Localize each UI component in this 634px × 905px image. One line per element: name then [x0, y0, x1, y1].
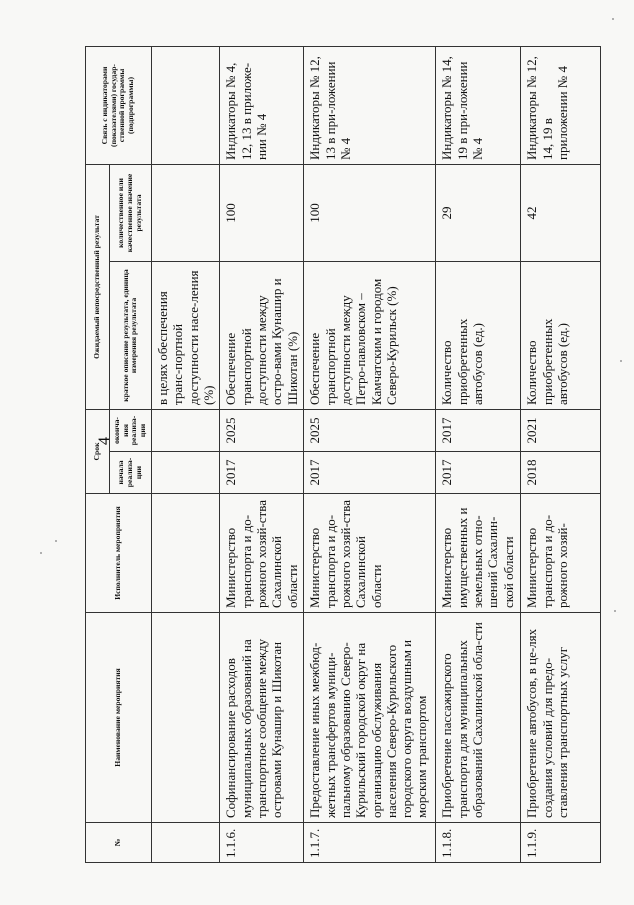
header-relation: Связь с индикаторами (показателями) государ-ственной программы (подпрограммы): [86, 46, 152, 164]
cell-relation: Индикаторы № 14, 19 в при-ложении № 4: [436, 46, 521, 164]
cell-value: 100: [220, 164, 304, 261]
cell-start: 2018: [521, 452, 601, 494]
cell-number: [151, 823, 219, 863]
scan-speck: [620, 360, 622, 362]
header-executor: Исполнитель мероприятия: [86, 494, 152, 613]
cell-executor: Министерство транспорта и до-рожного хозяй-ства Сахалинской области: [304, 494, 436, 613]
cell-start: 2017: [304, 452, 436, 494]
header-expected: Ожидаемый непосредственный результат: [86, 164, 110, 409]
cell-number: 1.1.9.: [521, 823, 601, 863]
cell-value: 100: [304, 164, 436, 261]
cell-start: 2017: [436, 452, 521, 494]
scan-speck: [612, 18, 614, 20]
cell-desc: в целях обеспечения транс-портной доступности насе-ления (%): [151, 261, 219, 409]
header-term-end: оконча-ния реализа-ции: [110, 409, 152, 451]
table-row: [304, 46, 436, 862]
cell-relation: Индикаторы № 12, 14, 19 в приложении № 4: [521, 46, 601, 164]
cell-end: 2025: [220, 409, 304, 451]
table-row: [220, 46, 304, 862]
cell-desc: Количество приобретенных автобусов (ед.): [436, 261, 521, 409]
cell-start: [151, 452, 219, 494]
cell-value: [151, 164, 219, 261]
header-expected-value: количественное или качественное значение результата: [110, 164, 152, 261]
table-row: [521, 46, 601, 862]
page-number: 4: [96, 437, 113, 445]
cell-name: Предоставление иных межбюд-жетных трансфертов муници-пальному образованию Северо-Курильский городской округ на организацию обслуживания населения Северо-Курильского городского округа воздушным и морским транспортом: [304, 613, 436, 823]
scan-speck: [40, 552, 42, 554]
header-expected-desc: краткое описание результата, единица измерения результата: [110, 261, 152, 409]
cell-value: 29: [436, 164, 521, 261]
cell-executor: Министерство транспорта и до-рожного хозяй-: [521, 494, 601, 613]
cell-name: Приобретение пассажирского транспорта для муниципальных образований Сахалинской обла-сти: [436, 613, 521, 823]
cell-start: 2017: [220, 452, 304, 494]
cell-end: 2025: [304, 409, 436, 451]
header-term: Срок: [86, 409, 110, 493]
header-number: №: [86, 823, 152, 863]
cell-name: Приобретение автобусов, в це-лях создания условий для предо-ставления транспортных услуг: [521, 613, 601, 823]
table-row: [151, 46, 219, 862]
cell-end: [151, 409, 219, 451]
cell-desc: Количество приобретенных автобусов (ед.): [521, 261, 601, 409]
cell-number: 1.1.6.: [220, 823, 304, 863]
cell-executor: Министерство имущественных и земельных отно-шений Сахалин-ской области: [436, 494, 521, 613]
measures-table: [85, 46, 601, 863]
table-row: [436, 46, 521, 862]
cell-executor: Министерство транспорта и до-рожного хозяй-ства Сахалинской области: [220, 494, 304, 613]
cell-end: 2021: [521, 409, 601, 451]
scan-speck: [55, 540, 57, 542]
header-name: Наименование мероприятия: [86, 613, 152, 823]
cell-value: 42: [521, 164, 601, 261]
rotated-table-container: [85, 47, 606, 863]
cell-number: 1.1.7.: [304, 823, 436, 863]
cell-relation: [151, 46, 219, 164]
cell-name: Софинансирование расходов муниципальных образований на транспортное сообщение между островами Кунашир и Шикотан: [220, 613, 304, 823]
cell-desc: Обеспечение транспортной доступности между Петро-павловском – Камчатским и городом Северо-Курильск (%): [304, 261, 436, 409]
header-term-start: начала реализа-ции: [110, 452, 152, 494]
cell-number: 1.1.8.: [436, 823, 521, 863]
cell-relation: Индикаторы № 12, 13 в при-ложении № 4: [304, 46, 436, 164]
cell-relation: Индикаторы № 4, 12, 13 в приложе-нии № 4: [220, 46, 304, 164]
cell-executor: [151, 494, 219, 613]
cell-end: 2017: [436, 409, 521, 451]
scan-speck: [614, 610, 616, 612]
cell-desc: Обеспечение транспортной доступности между остро-вами Кунашир и Шикотан (%): [220, 261, 304, 409]
cell-name: [151, 613, 219, 823]
